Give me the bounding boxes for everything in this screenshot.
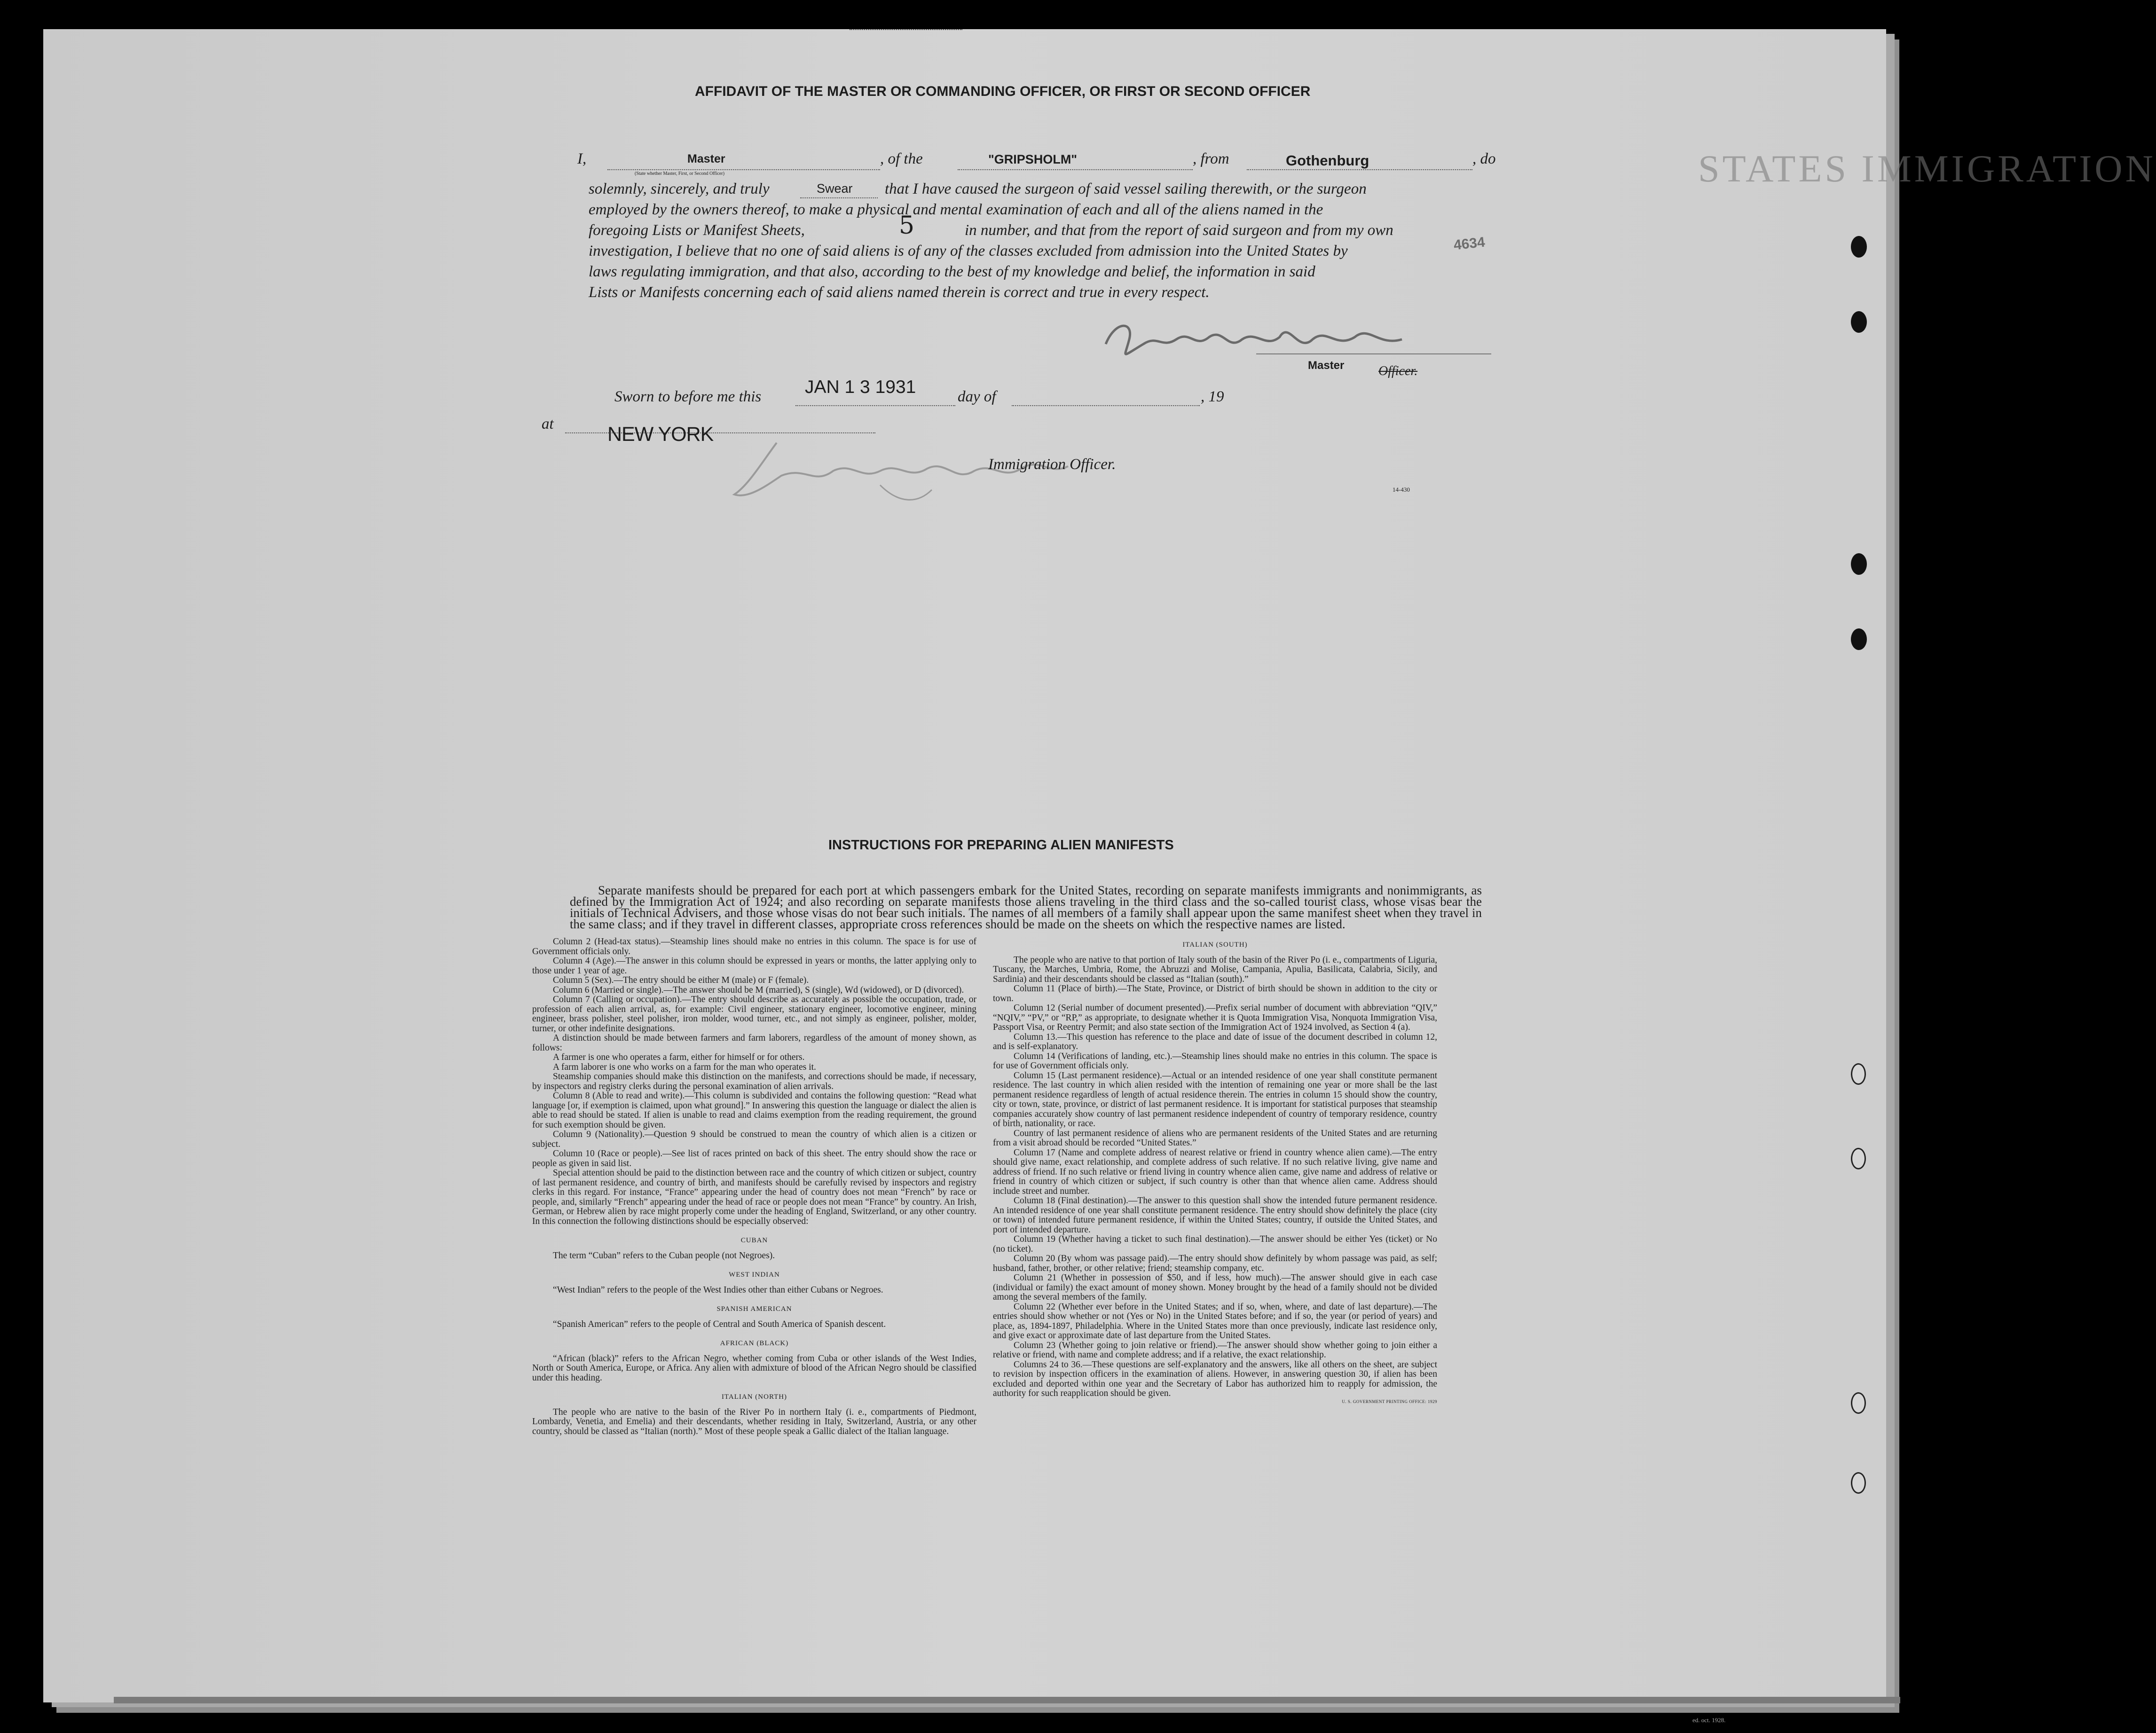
affidavit-title: AFFIDAVIT OF THE MASTER OR COMMANDING OFFICER, OR FIRST OR SECOND OFFICER — [695, 84, 1311, 99]
signature-role: Master — [1308, 359, 1345, 372]
master-signature — [1101, 311, 1411, 363]
manifest-page — [43, 29, 2156, 1702]
column-instruction: Column 18 (Final destination).—The answer to this question shall show the intended future permanent residence. An intended residence of one year shall constitute permanent residence. The entry should show definitely the place (city or town) of intended future permanent residence, if within the United States; country, if outside the United States, and port of intended departure. — [993, 1196, 1437, 1235]
column-instruction: Columns 24 to 36.—These questions are self-explanatory and the answers, like all others on the sheet, are subject to revision by inspection officers in the examination of aliens. However, in answering question 30, if alien has been excluded and deported within one year and the Secretary of Labor has authorized him to reapply for admission, the authority for such reapplication should be given. — [993, 1359, 1437, 1398]
column-instruction: Column 22 (Whether ever before in the United States; and if so, when, where, and date of last departure).—The entries should show whether or not (Yes or No) in the United States before; and if so, the year (or period of years) and place, as, 1894-1897, Philadelphia. Where in the United States more than once previously, indicate last residence only, and give exact or approximate date of last departure from the United States. — [993, 1302, 1437, 1341]
section-heading-italian-north: ITALIAN (NORTH) — [721, 1393, 787, 1401]
column-instruction: A farmer is one who operates a farm, either for himself or for others. — [553, 1052, 805, 1062]
instructions-title: INSTRUCTIONS FOR PREPARING ALIEN MANIFESTS — [828, 838, 1174, 853]
column-instruction: Column 8 (Able to read and write).—This column is subdivided and contains the following question: “Read what language [or, if exemption is claimed, upon what ground].” In answering this question the language or dialect the alien is able to read should be stated. If alien is unable to read and claims exemption from the reading requirement, the ground for such exemption should be given. — [532, 1091, 976, 1130]
column-instruction: Country of last permanent residence of aliens who are permanent residents of the United States and are returning from a visit abroad should be recorded “United States.” — [993, 1128, 1437, 1148]
rank-note: (State whether Master, First, or Second Officer) — [635, 171, 725, 176]
punch-hole — [1851, 553, 1867, 575]
punch-hole — [1851, 236, 1867, 258]
intro-paragraph: Separate manifests should be prepared for each port at which passengers embark for the United States, recording on separate manifests immigrants and nonimmigrants, as defined by the Immigration Act of 1924; and also recording on separate manifests those aliens traveling in the third class and the so-called tourist class, whose visas bear the initials of Technical Advisers, and those whose visas do not bear such initials. The names of all members of a family shall appear upon the same manifest sheet when they travel in the same class; and if they travel in different classes, appropriate cross references should be made on the sheets on which the respective names are listed. — [570, 883, 1482, 931]
affidavit-line3: employed by the owners thereof, to make a physical and mental examination of each and all of the aliens named in the — [589, 201, 1323, 218]
column-instruction: The people who are native to that portion of Italy south of the basin of the River Po (i. e., compartments of Liguria, Tuscany, the Marches, Umbria, Rome, the Abruzzi and Molise, Campania, Apulia, Basilicata, Calabria, Sicily, and Sardinia) and their descendants should be classed as “Italian (south).” — [993, 955, 1437, 984]
section-text-cuban: The term “Cuban” refers to the Cuban people (not Negroes). — [553, 1250, 775, 1261]
sworn-text: Sworn to before me this — [614, 388, 762, 405]
month-line — [1012, 405, 1200, 406]
affidavit-from: , from — [1193, 150, 1229, 167]
column-instruction: A distinction should be made between farmers and farm laborers, regardless of the amount of money shown, as follows: — [532, 1033, 976, 1053]
punch-hole — [1851, 1148, 1866, 1169]
affidavit-line2a: solemnly, sincerely, and truly — [589, 180, 770, 197]
column-instruction: Column 10 (Race or people).—See list of races printed on back of this sheet. The entry should show the race or people as given in said list. — [532, 1149, 976, 1168]
rank-line — [607, 169, 880, 170]
affidavit-line5: investigation, I believe that no one of said aliens is of any of the classes excluded from admission into the United States by — [589, 243, 1348, 259]
column-instruction: Column 21 (Whether in possession of $50, and if less, how much).—The answer should give in each case (individual or family) the exact amount of money shown. Money brought by the head of a family should not be divided among the several members of the family. — [993, 1273, 1437, 1302]
swear-line — [800, 197, 878, 198]
port-line — [1247, 169, 1472, 170]
affidavit-line4a: foregoing Lists or Manifest Sheets, — [589, 222, 805, 239]
punch-hole — [1851, 1063, 1866, 1085]
punch-hole — [1851, 628, 1867, 650]
column-instruction: Column 19 (Whether having a ticket to such final destination).—The answer should be either Yes (ticket) or No (no ticket). — [993, 1234, 1437, 1254]
rank-value: Master — [687, 152, 725, 165]
section-heading-african: AFRICAN (BLACK) — [720, 1340, 789, 1347]
sheets-line — [850, 29, 962, 30]
column-instruction: Column 12 (Serial number of document presented).—Prefix serial number of document with abbreviation “QIV,” “NQIV,” “PV,” or “RP,” as appropriate, to designate whether it is Quota Immigration Visa, Nonquota Immigration Visa, Passport Visa, or Reentry Permit; and also state section of the Immigration Act of 1924 involved, as Section 4 (a). — [993, 1003, 1437, 1032]
section-heading-italian-south: ITALIAN (SOUTH) — [1182, 941, 1248, 949]
page-edge-stack — [114, 1697, 1900, 1703]
instructions-left-column — [532, 937, 976, 1436]
column-instruction: Column 6 (Married or single).—The answer should be M (married), S (single), Wd (widowed), or D (divorced). — [553, 985, 964, 995]
form-number: 14-430 — [1393, 486, 1410, 493]
affidavit-line4b: in number, and that from the report of said surgeon and from my own — [965, 222, 1393, 239]
immigration-officer: Immigration Officer. — [988, 456, 1116, 473]
section-text-spanish-american: “Spanish American” refers to the people of Central and South America of Spanish descent. — [553, 1319, 886, 1329]
affidavit-i: I, — [577, 150, 587, 167]
column-instruction: Column 5 (Sex).—The entry should be either M (male) or F (female). — [553, 975, 809, 985]
port-value: Gothenburg — [1286, 152, 1369, 169]
section-text-italian-north: The people who are native to the basin of the River Po in northern Italy (i. e., compartments of Piedmont, Lombardy, Venetia, and Emelia) and their descendants, whether residing in Italy, Switzerland, Austria, or any other country, should be classed as “Italian (north).” Most of these people speak a Gallic dialect of the Italian language. — [532, 1407, 976, 1436]
column-instruction: Column 20 (By whom was passage paid).—The entry should show definitely by whom passage was paid, as self; husband, father, brother, or other relative; friend; steamship company, etc. — [993, 1254, 1437, 1273]
column-instruction: Column 15 (Last permanent residence).—Actual or an intended residence of one year shall constitute permanent residence. The last country in which alien resided with the intention of remaining one year or more shall be the last permanent residence regardless of length of actual residence therein. The entries in column 15 should show the country, city or town, state, province, or district of last permanent residence. It is important for statistical purposes that steamship companies accurately show country of last permanent residence independent of country of temporary residence, country of birth, nationality, or race. — [993, 1070, 1437, 1129]
swear-value: Swear — [817, 181, 853, 196]
punch-hole — [1851, 311, 1867, 333]
instructions-intro — [570, 885, 1482, 930]
year-prefix: , 19 — [1201, 388, 1224, 405]
column-instruction: Steamship companies should make this distinction on the manifests, and corrections should be made, if necessary, by inspectors and registry clerks during the personal examination of alien arrivals. — [532, 1072, 976, 1091]
signature-role-struck: Officer. — [1378, 364, 1418, 378]
affidavit-do: , do — [1472, 150, 1496, 167]
signature-line — [1256, 353, 1491, 354]
section-heading-cuban: CUBAN — [740, 1237, 768, 1244]
bleed-through-text: STATES IMMIGRATION — [1698, 147, 2156, 190]
section-heading-west-indian: WEST INDIAN — [729, 1271, 780, 1278]
column-instruction: Column 11 (Place of birth).—The State, Province, or District of birth should be shown in addition to the city or town. — [993, 984, 1437, 1004]
affidavit-line7: Lists or Manifests concerning each of said aliens named therein is correct and true in every respect. — [589, 284, 1210, 301]
vessel-value: "GRIPSHOLM" — [988, 152, 1078, 166]
punch-hole — [1851, 1472, 1866, 1494]
printing-office: U. S. GOVERNMENT PRINTING OFFICE: 1929 — [1342, 1399, 1437, 1404]
column-instruction: Column 9 (Nationality).—Question 9 should be construed to mean the country of which alien is a citizen or subject. — [532, 1129, 976, 1149]
instructions-right-column — [993, 940, 1437, 1404]
column-instruction: Column 14 (Verifications of landing, etc.).—Steamship lines should make no entries in this column. The space is for use of Government officials only. — [993, 1051, 1437, 1071]
sworn-date-line — [795, 405, 955, 406]
column-instruction: Column 7 (Calling or occupation).—The entry should describe as accurately as possible the occupation, trade, or profession of each alien arrival, as, for example: Civil engineer, stationary engineer, locomotive engineer, mining engineer, brass polisher, steel polisher, iron molder, wood turner, etc., and not simply as engineer, polisher, molder, turner, or other indefinite designations. — [532, 995, 976, 1034]
affidavit-of-the: , of the — [880, 150, 923, 167]
column-instruction: Column 17 (Name and complete address of nearest relative or friend in country whence alien came).—The entry should give name, exact relationship, and complete address of such relative. If no such relative living, give name and address of friend. If no such relative or friend living in country whence alien came, give name and address of relative or friend in country of which citizen or subject, if such country is other than that whence alien came. Address should include street and number. — [993, 1147, 1437, 1196]
section-heading-spanish-american: SPANISH AMERICAN — [716, 1305, 792, 1313]
column-instruction: Column 13.—This question has reference to the place and date of issue of the document described in column 12, and is self-explanatory. — [993, 1032, 1437, 1051]
column-instruction: A farm laborer is one who works on a farm for the man who operates it. — [553, 1062, 816, 1072]
day-of-text: day of — [958, 388, 996, 405]
edge-note: ed. oct. 1928. — [1692, 1717, 1726, 1724]
affidavit-line6: laws regulating immigration, and that also, according to the best of my knowledge and belief, the information in said — [589, 263, 1315, 280]
vessel-line — [958, 169, 1193, 170]
column-instruction: Column 4 (Age).—The answer in this column should be expressed in years or months, the latter applying only to those under 1 year of age. — [532, 956, 976, 976]
punch-hole — [1851, 1392, 1866, 1414]
column-instruction: Column 23 (Whether going to join relative or friend).—The answer should show whether going to join either a relative or friend, with name and complete address; and if a relative, the exact relationship. — [993, 1340, 1437, 1360]
affidavit-line2b: that I have caused the surgeon of said vessel sailing therewith, or the surgeon — [885, 180, 1367, 197]
column-instruction: Column 2 (Head-tax status).—Steamship lines should make no entries in this column. The space is for use of Government officials only. — [532, 937, 976, 957]
sheets-value: 5 — [899, 212, 915, 240]
section-text-west-indian: “West Indian” refers to the people of the West Indies other than either Cubans or Negroes. — [553, 1285, 883, 1295]
section-text-african: “African (black)” refers to the African Negro, whether coming from Cuba or other islands of the West Indies, North or South America, Europe, or Africa. Any alien with admixture of blood of the African Negro should be classified under this heading. — [532, 1353, 976, 1383]
place-value: NEW YORK — [607, 423, 714, 446]
sworn-date: JAN 1 3 1931 — [805, 377, 916, 397]
at-text: at — [542, 416, 554, 432]
stamp-mark: 4634 — [1453, 234, 1486, 253]
column-instruction: Special attention should be paid to the distinction between race and the country of which citizen or subject, country of last permanent residence, and country of birth, and manifests should be carefully revised by inspectors and registry clerks in this regard. For instance, “France” appearing under the head of country does not mean “French” by race or people, and, similarly “French” appearing under the head of race or people does not mean “France” by country. An Irish, German, or Hebrew alien by race might properly come under the heading of England, Switzerland, or any other country. In this connection the following distinctions should be especially observed: — [532, 1168, 976, 1226]
